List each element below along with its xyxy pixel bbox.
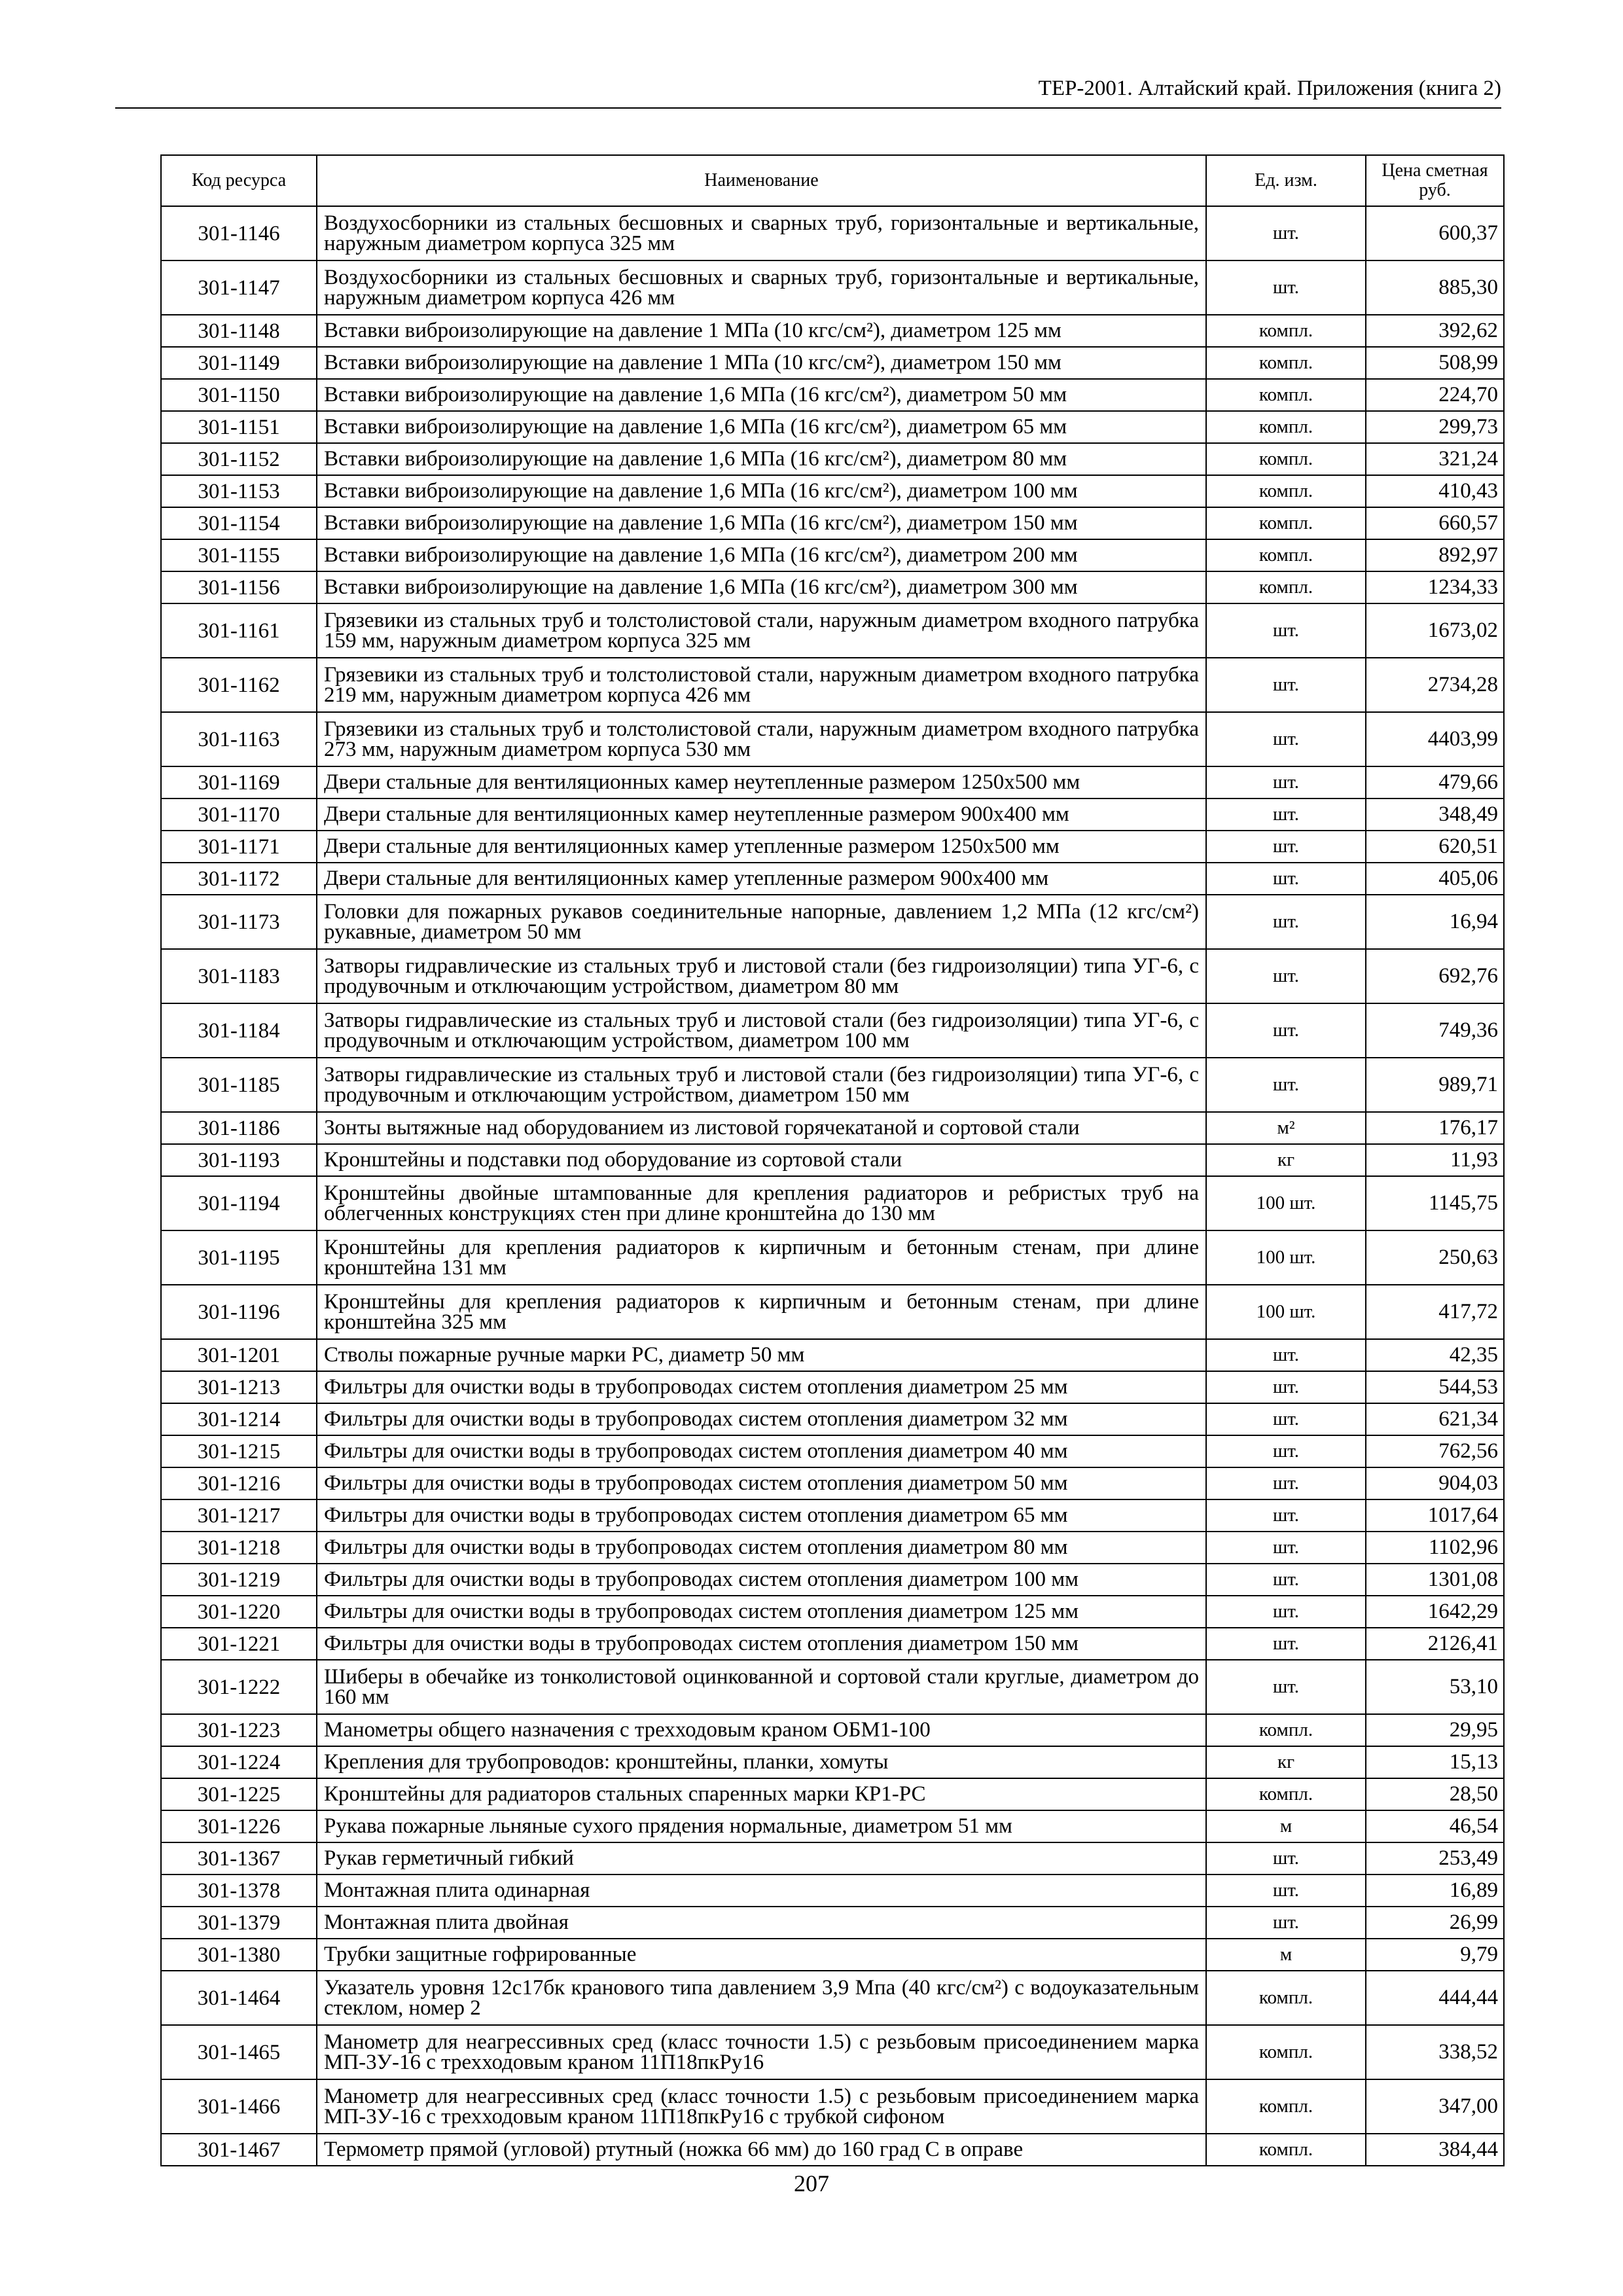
cell-name: Монтажная плита одинарная xyxy=(317,1874,1206,1907)
table-row xyxy=(161,1230,1504,1285)
cell-name: Затворы гидравлические из стальных труб и листовой стали (без гидроизоляции) типа УГ-6, с продувочным и отключающим устройством, диаметром 80 мм xyxy=(317,949,1206,1003)
cell-name: Двери стальные для вентиляционных камер утепленные размером 1250х500 мм xyxy=(317,831,1206,863)
cell-unit: шт. xyxy=(1206,603,1366,658)
table-header-row xyxy=(161,155,1504,206)
cell-unit: компл. xyxy=(1206,539,1366,571)
cell-price: 620,51 xyxy=(1366,831,1504,863)
cell-unit: шт. xyxy=(1206,1628,1366,1660)
column-header-code: Код ресурса xyxy=(161,155,317,206)
cell-code: 301-1215 xyxy=(161,1435,317,1467)
cell-code: 301-1149 xyxy=(161,347,317,379)
cell-price: 444,44 xyxy=(1366,1971,1504,2025)
cell-name: Фильтры для очистки воды в трубопроводах систем отопления диаметром 150 мм xyxy=(317,1628,1206,1660)
cell-price: 348,49 xyxy=(1366,798,1504,831)
page-number: 207 xyxy=(794,2170,829,2197)
cell-code: 301-1162 xyxy=(161,658,317,712)
table-row xyxy=(161,475,1504,507)
cell-unit: компл. xyxy=(1206,1778,1366,1810)
table-row xyxy=(161,1842,1504,1874)
table-row xyxy=(161,1874,1504,1907)
cell-code: 301-1201 xyxy=(161,1339,317,1371)
cell-unit: 100 шт. xyxy=(1206,1176,1366,1230)
table-row xyxy=(161,1628,1504,1660)
table-row xyxy=(161,1112,1504,1144)
cell-price: 16,89 xyxy=(1366,1874,1504,1907)
table-row xyxy=(161,712,1504,766)
cell-unit: м xyxy=(1206,1939,1366,1971)
cell-price: 1301,08 xyxy=(1366,1564,1504,1596)
cell-price: 9,79 xyxy=(1366,1939,1504,1971)
cell-code: 301-1221 xyxy=(161,1628,317,1660)
cell-unit: шт. xyxy=(1206,1403,1366,1435)
cell-name: Кронштейны и подставки под оборудование из сортовой стали xyxy=(317,1144,1206,1176)
cell-unit: шт. xyxy=(1206,260,1366,315)
table-row xyxy=(161,1714,1504,1746)
table-row xyxy=(161,1746,1504,1778)
table-row xyxy=(161,1144,1504,1176)
cell-unit: кг xyxy=(1206,1746,1366,1778)
cell-unit: компл. xyxy=(1206,507,1366,539)
cell-unit: компл. xyxy=(1206,379,1366,411)
cell-code: 301-1184 xyxy=(161,1003,317,1058)
cell-price: 508,99 xyxy=(1366,347,1504,379)
cell-code: 301-1170 xyxy=(161,798,317,831)
cell-code: 301-1216 xyxy=(161,1467,317,1499)
cell-code: 301-1220 xyxy=(161,1596,317,1628)
cell-name: Грязевики из стальных труб и толстолистовой стали, наружным диаметром входного патрубка 159 мм, наружным диаметром корпуса 325 мм xyxy=(317,603,1206,658)
cell-unit: кг xyxy=(1206,1144,1366,1176)
cell-code: 301-1154 xyxy=(161,507,317,539)
cell-code: 301-1172 xyxy=(161,863,317,895)
table-row xyxy=(161,949,1504,1003)
cell-code: 301-1367 xyxy=(161,1842,317,1874)
cell-name: Фильтры для очистки воды в трубопроводах систем отопления диаметром 100 мм xyxy=(317,1564,1206,1596)
table-row xyxy=(161,379,1504,411)
cell-price: 660,57 xyxy=(1366,507,1504,539)
cell-name: Трубки защитные гофрированные xyxy=(317,1939,1206,1971)
table-row xyxy=(161,603,1504,658)
cell-name: Фильтры для очистки воды в трубопроводах систем отопления диаметром 25 мм xyxy=(317,1371,1206,1403)
table-row xyxy=(161,1499,1504,1532)
cell-name: Фильтры для очистки воды в трубопроводах систем отопления диаметром 125 мм xyxy=(317,1596,1206,1628)
cell-price: 1102,96 xyxy=(1366,1532,1504,1564)
cell-name: Затворы гидравлические из стальных труб и листовой стали (без гидроизоляции) типа УГ-6, с продувочным и отключающим устройством, диаметром 150 мм xyxy=(317,1058,1206,1112)
cell-name: Вставки виброизолирующие на давление 1,6 МПа (16 кгс/см²), диаметром 200 мм xyxy=(317,539,1206,571)
cell-unit: компл. xyxy=(1206,315,1366,347)
cell-unit: шт. xyxy=(1206,863,1366,895)
cell-code: 301-1147 xyxy=(161,260,317,315)
table-row xyxy=(161,347,1504,379)
cell-name: Кронштейны двойные штампованные для крепления радиаторов и ребристых труб на облегченных конструкциях стен при длине кронштейна до 130 мм xyxy=(317,1176,1206,1230)
cell-unit: шт. xyxy=(1206,1003,1366,1058)
cell-unit: шт. xyxy=(1206,658,1366,712)
table-row xyxy=(161,1285,1504,1339)
table-row xyxy=(161,1596,1504,1628)
cell-unit: шт. xyxy=(1206,1907,1366,1939)
cell-price: 11,93 xyxy=(1366,1144,1504,1176)
table-row xyxy=(161,315,1504,347)
cell-name: Фильтры для очистки воды в трубопроводах систем отопления диаметром 40 мм xyxy=(317,1435,1206,1467)
cell-code: 301-1225 xyxy=(161,1778,317,1810)
cell-code: 301-1152 xyxy=(161,443,317,475)
cell-price: 253,49 xyxy=(1366,1842,1504,1874)
cell-name: Двери стальные для вентиляционных камер утепленные размером 900х400 мм xyxy=(317,863,1206,895)
cell-price: 321,24 xyxy=(1366,443,1504,475)
table-row xyxy=(161,1058,1504,1112)
cell-unit: шт. xyxy=(1206,1874,1366,1907)
cell-unit: шт. xyxy=(1206,831,1366,863)
cell-unit: компл. xyxy=(1206,475,1366,507)
cell-unit: шт. xyxy=(1206,1467,1366,1499)
table-row xyxy=(161,411,1504,443)
cell-name: Вставки виброизолирующие на давление 1,6 МПа (16 кгс/см²), диаметром 65 мм xyxy=(317,411,1206,443)
cell-unit: компл. xyxy=(1206,2134,1366,2166)
cell-name: Манометр для неагрессивных сред (класс точности 1.5) с резьбовым присоединением марка МП-3У-16 с трехходовым краном 11П18пкРу16 xyxy=(317,2025,1206,2079)
cell-code: 301-1163 xyxy=(161,712,317,766)
cell-name: Грязевики из стальных труб и толстолистовой стали, наружным диаметром входного патрубка 273 мм, наружным диаметром корпуса 530 мм xyxy=(317,712,1206,766)
cell-unit: шт. xyxy=(1206,895,1366,949)
cell-price: 42,35 xyxy=(1366,1339,1504,1371)
cell-unit: шт. xyxy=(1206,1564,1366,1596)
cell-unit: шт. xyxy=(1206,206,1366,260)
cell-code: 301-1213 xyxy=(161,1371,317,1403)
cell-name: Головки для пожарных рукавов соединительные напорные, давлением 1,2 МПа (12 кгс/см²) рукавные, диаметром 50 мм xyxy=(317,895,1206,949)
table-row xyxy=(161,2025,1504,2079)
cell-code: 301-1217 xyxy=(161,1499,317,1532)
cell-name: Вставки виброизолирующие на давление 1,6 МПа (16 кгс/см²), диаметром 100 мм xyxy=(317,475,1206,507)
cell-unit: 100 шт. xyxy=(1206,1285,1366,1339)
resource-table-container xyxy=(160,154,1503,2166)
cell-price: 621,34 xyxy=(1366,1403,1504,1435)
cell-code: 301-1464 xyxy=(161,1971,317,2025)
cell-price: 384,44 xyxy=(1366,2134,1504,2166)
cell-code: 301-1194 xyxy=(161,1176,317,1230)
cell-unit: 100 шт. xyxy=(1206,1230,1366,1285)
cell-name: Фильтры для очистки воды в трубопроводах систем отопления диаметром 80 мм xyxy=(317,1532,1206,1564)
cell-code: 301-1218 xyxy=(161,1532,317,1564)
cell-unit: шт. xyxy=(1206,1499,1366,1532)
cell-price: 1642,29 xyxy=(1366,1596,1504,1628)
table-row xyxy=(161,1467,1504,1499)
cell-name: Монтажная плита двойная xyxy=(317,1907,1206,1939)
cell-name: Кронштейны для крепления радиаторов к кирпичным и бетонным стенам, при длине кронштейна 131 мм xyxy=(317,1230,1206,1285)
cell-code: 301-1153 xyxy=(161,475,317,507)
cell-unit: шт. xyxy=(1206,798,1366,831)
cell-price: 299,73 xyxy=(1366,411,1504,443)
cell-price: 405,06 xyxy=(1366,863,1504,895)
cell-name: Манометр для неагрессивных сред (класс точности 1.5) с резьбовым присоединением марка МП-3У-16 с трехходовым краном 11П18пкРу16 с трубкой сифоном xyxy=(317,2079,1206,2134)
cell-code: 301-1226 xyxy=(161,1810,317,1842)
table-row xyxy=(161,1778,1504,1810)
cell-name: Вставки виброизолирующие на давление 1,6 МПа (16 кгс/см²), диаметром 300 мм xyxy=(317,571,1206,603)
cell-code: 301-1155 xyxy=(161,539,317,571)
cell-price: 1234,33 xyxy=(1366,571,1504,603)
cell-code: 301-1148 xyxy=(161,315,317,347)
cell-unit: компл. xyxy=(1206,347,1366,379)
cell-code: 301-1466 xyxy=(161,2079,317,2134)
cell-name: Зонты вытяжные над оборудованием из листовой горячекатаной и сортовой стали xyxy=(317,1112,1206,1144)
resource-price-table xyxy=(160,154,1505,2166)
cell-code: 301-1161 xyxy=(161,603,317,658)
cell-code: 301-1169 xyxy=(161,766,317,798)
table-body xyxy=(161,206,1504,2166)
cell-price: 892,97 xyxy=(1366,539,1504,571)
cell-price: 410,43 xyxy=(1366,475,1504,507)
cell-name: Вставки виброизолирующие на давление 1 МПа (10 кгс/см²), диаметром 150 мм xyxy=(317,347,1206,379)
cell-price: 28,50 xyxy=(1366,1778,1504,1810)
cell-name: Рукава пожарные льняные сухого прядения нормальные, диаметром 51 мм xyxy=(317,1810,1206,1842)
cell-code: 301-1183 xyxy=(161,949,317,1003)
cell-price: 1017,64 xyxy=(1366,1499,1504,1532)
cell-unit: компл. xyxy=(1206,2025,1366,2079)
column-header-price: Цена сметная руб. xyxy=(1366,155,1504,206)
cell-price: 479,66 xyxy=(1366,766,1504,798)
cell-price: 29,95 xyxy=(1366,1714,1504,1746)
cell-code: 301-1156 xyxy=(161,571,317,603)
cell-code: 301-1186 xyxy=(161,1112,317,1144)
cell-price: 15,13 xyxy=(1366,1746,1504,1778)
cell-code: 301-1171 xyxy=(161,831,317,863)
cell-unit: компл. xyxy=(1206,571,1366,603)
cell-price: 417,72 xyxy=(1366,1285,1504,1339)
table-row xyxy=(161,2079,1504,2134)
cell-name: Вставки виброизолирующие на давление 1,6 МПа (16 кгс/см²), диаметром 150 мм xyxy=(317,507,1206,539)
cell-unit: компл. xyxy=(1206,443,1366,475)
cell-code: 301-1146 xyxy=(161,206,317,260)
table-row xyxy=(161,1907,1504,1939)
cell-price: 224,70 xyxy=(1366,379,1504,411)
cell-unit: компл. xyxy=(1206,2079,1366,2134)
cell-price: 176,17 xyxy=(1366,1112,1504,1144)
cell-unit: шт. xyxy=(1206,766,1366,798)
header-title: ТЕР-2001. Алтайский край. Приложения (книга 2) xyxy=(1038,77,1501,100)
table-row xyxy=(161,1435,1504,1467)
cell-code: 301-1151 xyxy=(161,411,317,443)
table-row xyxy=(161,1810,1504,1842)
cell-unit: шт. xyxy=(1206,1532,1366,1564)
cell-name: Вставки виброизолирующие на давление 1,6 МПа (16 кгс/см²), диаметром 50 мм xyxy=(317,379,1206,411)
cell-name: Рукав герметичный гибкий xyxy=(317,1842,1206,1874)
cell-name: Двери стальные для вентиляционных камер неутепленные размером 1250х500 мм xyxy=(317,766,1206,798)
cell-unit: м² xyxy=(1206,1112,1366,1144)
table-row xyxy=(161,1971,1504,2025)
cell-name: Фильтры для очистки воды в трубопроводах систем отопления диаметром 50 мм xyxy=(317,1467,1206,1499)
table-row xyxy=(161,571,1504,603)
table-row xyxy=(161,507,1504,539)
cell-name: Вставки виброизолирующие на давление 1 МПа (10 кгс/см²), диаметром 125 мм xyxy=(317,315,1206,347)
cell-code: 301-1219 xyxy=(161,1564,317,1596)
cell-price: 544,53 xyxy=(1366,1371,1504,1403)
cell-price: 762,56 xyxy=(1366,1435,1504,1467)
cell-price: 347,00 xyxy=(1366,2079,1504,2134)
cell-price: 1145,75 xyxy=(1366,1176,1504,1230)
cell-name: Стволы пожарные ручные марки РС, диаметр 50 мм xyxy=(317,1339,1206,1371)
cell-unit: шт. xyxy=(1206,949,1366,1003)
cell-code: 301-1185 xyxy=(161,1058,317,1112)
cell-code: 301-1214 xyxy=(161,1403,317,1435)
cell-unit: шт. xyxy=(1206,1660,1366,1714)
cell-unit: шт. xyxy=(1206,1371,1366,1403)
cell-name: Манометры общего назначения с трехходовым краном ОБМ1-100 xyxy=(317,1714,1206,1746)
cell-price: 749,36 xyxy=(1366,1003,1504,1058)
cell-price: 904,03 xyxy=(1366,1467,1504,1499)
cell-name: Воздухосборники из стальных бесшовных и сварных труб, горизонтальные и вертикальные, наружным диаметром корпуса 426 мм xyxy=(317,260,1206,315)
table-row xyxy=(161,539,1504,571)
cell-unit: шт. xyxy=(1206,1339,1366,1371)
table-row xyxy=(161,766,1504,798)
table-row xyxy=(161,1564,1504,1596)
cell-price: 1673,02 xyxy=(1366,603,1504,658)
cell-name: Указатель уровня 12с17бк кранового типа давлением 3,9 Мпа (40 кгс/см²) с водоуказательным стеклом, номер 2 xyxy=(317,1971,1206,2025)
cell-name: Кронштейны для радиаторов стальных спаренных марки КР1-РС xyxy=(317,1778,1206,1810)
cell-name: Грязевики из стальных труб и толстолистовой стали, наружным диаметром входного патрубка 219 мм, наружным диаметром корпуса 426 мм xyxy=(317,658,1206,712)
cell-code: 301-1467 xyxy=(161,2134,317,2166)
cell-price: 692,76 xyxy=(1366,949,1504,1003)
table-row xyxy=(161,831,1504,863)
cell-unit: шт. xyxy=(1206,1435,1366,1467)
cell-price: 46,54 xyxy=(1366,1810,1504,1842)
cell-price: 2126,41 xyxy=(1366,1628,1504,1660)
table-row xyxy=(161,206,1504,260)
cell-price: 2734,28 xyxy=(1366,658,1504,712)
cell-code: 301-1150 xyxy=(161,379,317,411)
cell-price: 600,37 xyxy=(1366,206,1504,260)
table-row xyxy=(161,1371,1504,1403)
table-row xyxy=(161,798,1504,831)
cell-price: 53,10 xyxy=(1366,1660,1504,1714)
table-row xyxy=(161,1532,1504,1564)
cell-price: 338,52 xyxy=(1366,2025,1504,2079)
cell-unit: компл. xyxy=(1206,1714,1366,1746)
cell-price: 26,99 xyxy=(1366,1907,1504,1939)
cell-price: 392,62 xyxy=(1366,315,1504,347)
cell-code: 301-1222 xyxy=(161,1660,317,1714)
table-row xyxy=(161,658,1504,712)
cell-price: 4403,99 xyxy=(1366,712,1504,766)
cell-code: 301-1380 xyxy=(161,1939,317,1971)
table-row xyxy=(161,1403,1504,1435)
table-row xyxy=(161,443,1504,475)
cell-price: 250,63 xyxy=(1366,1230,1504,1285)
cell-unit: компл. xyxy=(1206,1971,1366,2025)
page-header xyxy=(115,73,1501,109)
table-row xyxy=(161,1339,1504,1371)
table-row xyxy=(161,863,1504,895)
column-header-unit: Ед. изм. xyxy=(1206,155,1366,206)
cell-price: 16,94 xyxy=(1366,895,1504,949)
cell-code: 301-1465 xyxy=(161,2025,317,2079)
cell-name: Двери стальные для вентиляционных камер неутепленные размером 900х400 мм xyxy=(317,798,1206,831)
table-row xyxy=(161,1939,1504,1971)
cell-name: Кронштейны для крепления радиаторов к кирпичным и бетонным стенам, при длине кронштейна 325 мм xyxy=(317,1285,1206,1339)
cell-unit: шт. xyxy=(1206,1596,1366,1628)
table-row xyxy=(161,1660,1504,1714)
table-row xyxy=(161,1176,1504,1230)
cell-price: 989,71 xyxy=(1366,1058,1504,1112)
cell-code: 301-1378 xyxy=(161,1874,317,1907)
cell-name: Затворы гидравлические из стальных труб и листовой стали (без гидроизоляции) типа УГ-6, с продувочным и отключающим устройством, диаметром 100 мм xyxy=(317,1003,1206,1058)
cell-price: 885,30 xyxy=(1366,260,1504,315)
cell-code: 301-1224 xyxy=(161,1746,317,1778)
cell-name: Вставки виброизолирующие на давление 1,6 МПа (16 кгс/см²), диаметром 80 мм xyxy=(317,443,1206,475)
cell-code: 301-1223 xyxy=(161,1714,317,1746)
cell-unit: м xyxy=(1206,1810,1366,1842)
cell-unit: шт. xyxy=(1206,1058,1366,1112)
cell-code: 301-1195 xyxy=(161,1230,317,1285)
column-header-name: Наименование xyxy=(317,155,1206,206)
table-row xyxy=(161,260,1504,315)
cell-code: 301-1196 xyxy=(161,1285,317,1339)
table-row xyxy=(161,2134,1504,2166)
cell-name: Фильтры для очистки воды в трубопроводах систем отопления диаметром 32 мм xyxy=(317,1403,1206,1435)
cell-name: Шиберы в обечайке из тонколистовой оцинкованной и сортовой стали круглые, диаметром до 160 мм xyxy=(317,1660,1206,1714)
cell-code: 301-1379 xyxy=(161,1907,317,1939)
table-row xyxy=(161,895,1504,949)
cell-code: 301-1193 xyxy=(161,1144,317,1176)
cell-unit: шт. xyxy=(1206,1842,1366,1874)
cell-name: Крепления для трубопроводов: кронштейны, планки, хомуты xyxy=(317,1746,1206,1778)
table-row xyxy=(161,1003,1504,1058)
cell-unit: шт. xyxy=(1206,712,1366,766)
cell-unit: компл. xyxy=(1206,411,1366,443)
cell-name: Термометр прямой (угловой) ртутный (ножка 66 мм) до 160 град С в оправе xyxy=(317,2134,1206,2166)
cell-name: Фильтры для очистки воды в трубопроводах систем отопления диаметром 65 мм xyxy=(317,1499,1206,1532)
cell-code: 301-1173 xyxy=(161,895,317,949)
cell-name: Воздухосборники из стальных бесшовных и сварных труб, горизонтальные и вертикальные, наружным диаметром корпуса 325 мм xyxy=(317,206,1206,260)
